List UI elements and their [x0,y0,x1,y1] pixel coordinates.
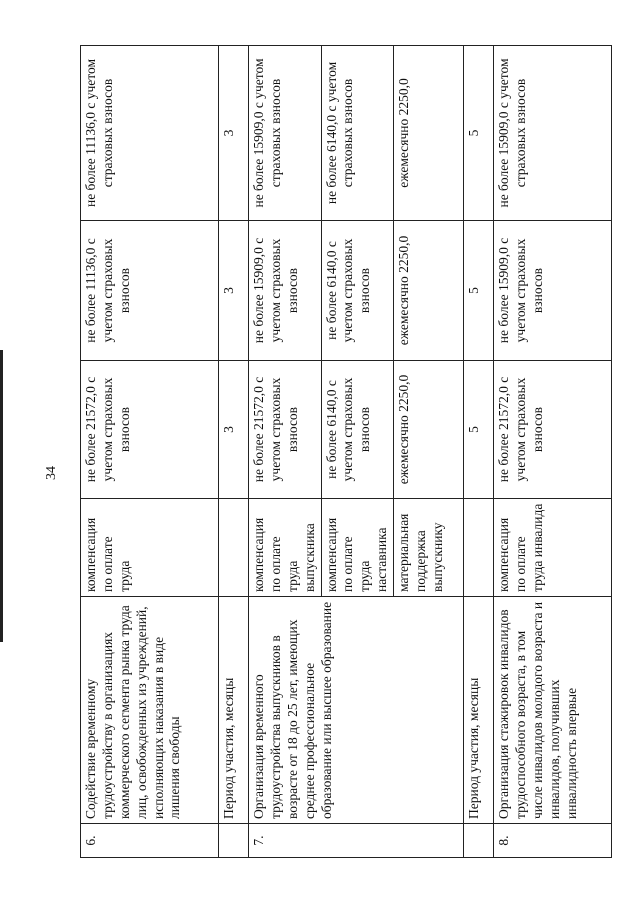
value-cell: не более 21572,0 с учетом страховых взносов [494,361,612,499]
value-cell: не более 6140,0 с учетом страховых взносов [321,221,394,361]
support-type: материальная поддержка выпускнику [394,499,464,597]
support-type: компенсация по оплате труда инвалида [494,499,612,597]
table-row [249,46,322,858]
program-name: Содействие временному трудоустройству в организациях коммерческого сегмента рынка труда лиц, освобожденных из учреждений, исполняющих наказания в виде лишения свободы [81,597,219,824]
period-label: Период участия, месяцы [219,597,249,824]
support-type: компенсация по оплате труда [81,499,219,597]
value-cell: не более 15909,0 с учетом страховых взносов [494,46,612,221]
value-cell: ежемесячно 2250,0 [394,221,464,361]
row-number: 6. [81,824,219,858]
table-row [81,46,219,858]
period-value: 3 [219,221,249,361]
program-name: Организация стажировок инвалидов трудоспособного возраста, в том числе инвалидов молодого возраста и инвалидов, получивших инвалидность впервые [494,597,612,824]
value-cell: не более 15909,0 с учетом страховых взносов [249,46,322,221]
value-cell: не более 15909,0 с учетом страховых взносов [494,221,612,361]
value-cell: не более 11136,0 с учетом страховых взносов [81,46,219,221]
period-label: Период участия, месяцы [464,597,494,824]
table-row [219,46,249,858]
scan-edge-mark [0,350,3,642]
period-value: 5 [464,221,494,361]
table-row [494,46,612,858]
period-value: 3 [219,46,249,221]
value-cell: не более 6140,0 с учетом страховых взносов [321,46,394,221]
rotated-table-wrapper [80,46,600,858]
programs-table [80,45,612,858]
table-row [464,46,494,858]
value-cell: ежемесячно 2250,0 [394,361,464,499]
value-cell: не более 21572,0 с учетом страховых взносов [81,361,219,499]
value-cell: не более 11136,0 с учетом страховых взносов [81,221,219,361]
support-type: компенсация по оплате труда выпускника [249,499,322,597]
value-cell: не более 21572,0 с учетом страховых взносов [249,361,322,499]
program-name: Организация временного трудоустройства выпускников в возрасте от 18 до 25 лет, имеющих среднее профессиональное образование или высшее образование [249,597,464,824]
page-number: 34 [44,466,59,480]
row-number: 8. [494,824,612,858]
period-value: 5 [464,361,494,499]
period-value: 5 [464,46,494,221]
value-cell: ежемесячно 2250,0 [394,46,464,221]
row-number: 7. [249,824,464,858]
value-cell: не более 15909,0 с учетом страховых взносов [249,221,322,361]
period-value: 3 [219,361,249,499]
support-type: компенсация по оплате труда наставника [321,499,394,597]
value-cell: не более 6140,0 с учетом страховых взносов [321,361,394,499]
